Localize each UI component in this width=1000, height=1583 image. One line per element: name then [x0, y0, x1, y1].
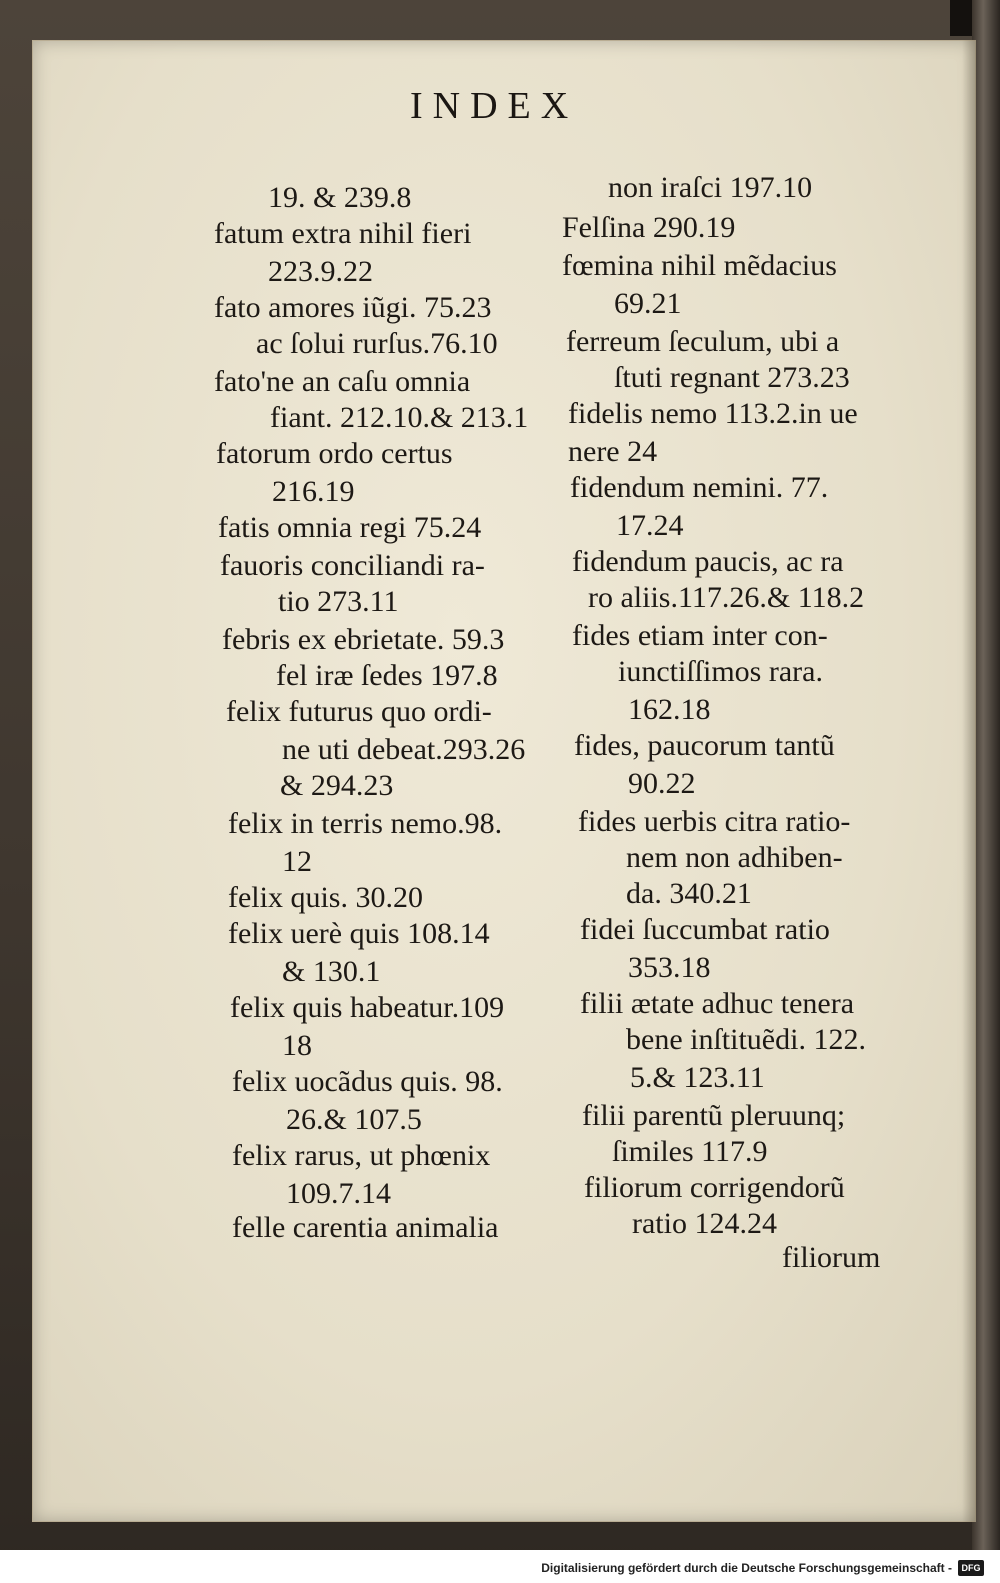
footer-credit: Digitalisierung gefördert durch die Deutsche Forschungsgemeinschaft - — [541, 1561, 952, 1575]
left-column-entry: 216.19 — [272, 475, 355, 508]
right-column-entry: fidelis nemo 113.2.in ue — [568, 397, 858, 430]
right-column-entry: fides uerbis citra ratio- — [578, 805, 851, 838]
right-column-entry: 162.18 — [628, 693, 711, 726]
right-column-entry: da. 340.21 — [626, 877, 752, 910]
left-column-entry: fiant. 212.10.& 213.1 — [270, 401, 529, 434]
right-column-entry: filiorum corrigendorũ — [584, 1171, 845, 1204]
left-column-entry: 26.& 107.5 — [286, 1103, 422, 1136]
left-column-entry: fatum extra nihil fieri — [214, 217, 472, 250]
right-column-entry: 5.& 123.11 — [630, 1061, 765, 1094]
right-column-entry: nere 24 — [568, 435, 658, 468]
right-column-entry: fidei ſuccumbat ratio — [580, 913, 830, 946]
left-column-entry: felle carentia animalia — [232, 1211, 499, 1244]
left-column-entry: 109.7.14 — [286, 1177, 391, 1210]
right-column-entry: non iraſci 197.10 — [608, 171, 813, 204]
left-column-entry: fatorum ordo certus — [216, 437, 453, 470]
left-column-entry: febris ex ebrietate. 59.3 — [222, 623, 505, 656]
page-title: INDEX — [410, 85, 579, 127]
left-column-entry: felix futurus quo ordi- — [226, 695, 492, 728]
right-column-entry: ſtuti regnant 273.23 — [614, 361, 850, 394]
left-column-entry: felix uocãdus quis. 98. — [232, 1065, 503, 1098]
right-column-entry: Felſina 290.19 — [562, 211, 736, 244]
left-column-entry: & 294.23 — [280, 769, 394, 802]
right-column-entry: bene inſtituẽdi. 122. — [626, 1023, 866, 1056]
right-column-entry: ſimiles 117.9 — [612, 1135, 768, 1168]
right-column-entry: filii parentũ pleruunq; — [582, 1099, 846, 1132]
left-column-entry: 19. & 239.8 — [268, 181, 412, 214]
book-edge — [972, 0, 1000, 1550]
left-column-entry: ac ſolui rurſus.76.10 — [256, 327, 498, 360]
right-column-entry: ro aliis.117.26.& 118.2 — [588, 581, 865, 614]
right-column-entry: fidendum paucis, ac ra — [572, 545, 844, 578]
left-column-entry: felix uerè quis 108.14 — [228, 917, 490, 950]
left-column-entry: 223.9.22 — [268, 255, 373, 288]
right-column-entry: fides, paucorum tantũ — [574, 729, 835, 762]
left-column-entry: fato amores iũgi. 75.23 — [214, 291, 492, 324]
right-column-entry: fœmina nihil mẽdacius — [562, 249, 837, 282]
left-column-entry: fel iræ ſedes 197.8 — [276, 659, 498, 692]
left-column-entry: tio 273.11 — [278, 585, 399, 618]
right-column-entry: 90.22 — [628, 767, 696, 800]
left-column-entry: & 130.1 — [282, 955, 381, 988]
right-column-entry: 69.21 — [614, 287, 682, 320]
left-column-entry: felix in terris nemo.98. — [228, 807, 503, 840]
left-column-entry: ne uti debeat.293.26 — [282, 733, 526, 766]
left-column-entry: felix quis. 30.20 — [228, 881, 423, 914]
left-column-entry: 18 — [282, 1029, 312, 1062]
left-column-entry: fauoris conciliandi ra- — [220, 549, 485, 582]
right-column-entry: filii ætate adhuc tenera — [580, 987, 855, 1020]
dfg-logo: DFG — [958, 1560, 984, 1576]
left-column-entry: 12 — [282, 845, 312, 878]
right-column-entry: ratio 124.24 — [632, 1207, 777, 1240]
left-column-entry: felix rarus, ut phœnix — [232, 1139, 491, 1172]
right-column-entry: 17.24 — [616, 509, 684, 542]
left-column-entry: felix quis habeatur.109 — [230, 991, 505, 1024]
left-column-entry: fatis omnia regi 75.24 — [218, 511, 482, 544]
right-column-entry: iunctiſſimos rara. — [618, 655, 823, 688]
right-column-entry: ferreum ſeculum, ubi a — [566, 325, 840, 358]
right-column-entry: fides etiam inter con- — [572, 619, 828, 652]
left-column-entry: fato'ne an caſu omnia — [214, 365, 471, 398]
right-column-entry: fidendum nemini. 77. — [570, 471, 829, 504]
right-column-entry: filiorum — [782, 1241, 881, 1274]
right-column-entry: 353.18 — [628, 951, 711, 984]
right-column-entry: nem non adhiben- — [626, 841, 843, 874]
